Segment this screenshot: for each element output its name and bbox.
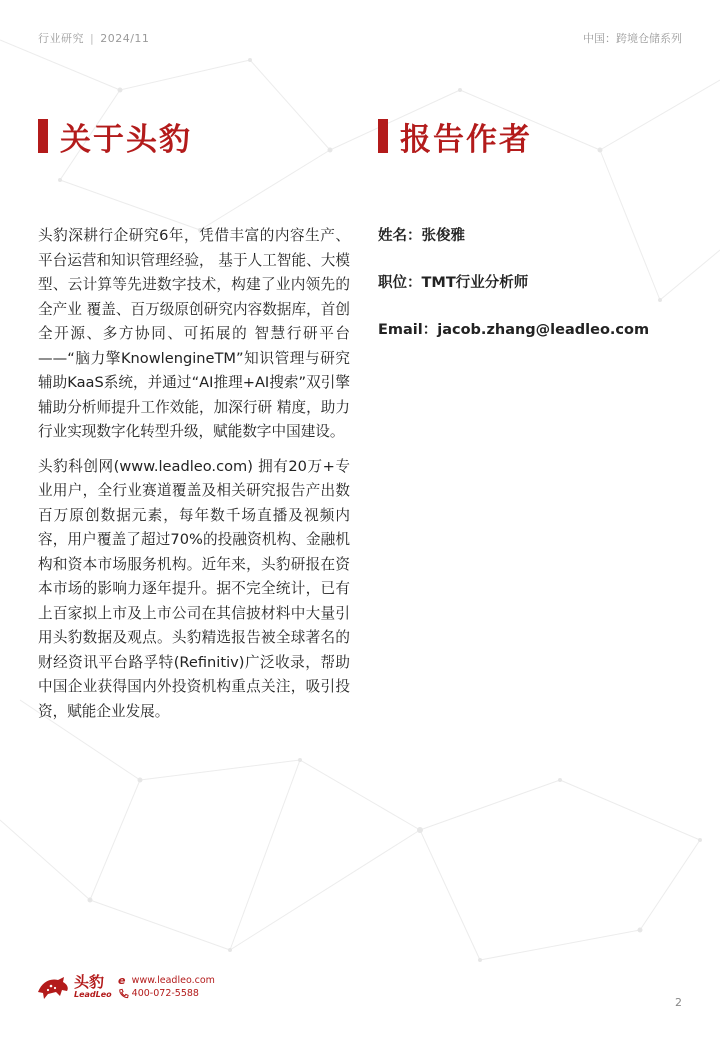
author-name: 姓名：张俊雅	[378, 228, 465, 244]
about-paragraph-1: 头豹深耕行企研究6年，凭借丰富的内容生产、平台运营和知识管理经验， 基于人工智能、大模型、云计算等先进数字技术，构建了业内领先的全产业 覆盖、百万级原创研究内容数据库，首创全开源、多方协同、可拓展的 智慧行研平台——“脑力擎KnowlengineTM”知识管理与研究辅助KaaS系统，并通过“AI推理+AI搜索”双引擎辅助分析师提升工作效能，加深行研 精度，助力行业实现数字化转型升级，赋能数字中国建设。	[38, 227, 350, 440]
author-email[interactable]: Email：jacob.zhang@leadleo.com	[378, 322, 650, 338]
svg-text:e: e	[117, 975, 126, 986]
about-paragraph-2: 头豹科创网(www.leadleo.com) 拥有20万+专业用户，全行业赛道覆盖及相关研究报告产出数百万原创数据元素，每年数千场直播及视频内容，用户覆盖了超过70%的投融资机构、金融机构和资本市场服务机构。近年来，头豹研报在资本市场的影响力逐年提升。据不完全统计，已有上百家拟上市及上市公司在其信披材料中大量引用头豹数据及观点。头豹精选报告被全球著名的财经资讯平台路孚特(Refinitiv)广泛收录，帮助中国企业获得国内外投资机构重点关注，吸引投资，赋能企业发展。	[38, 457, 350, 720]
title-accent-bar	[38, 119, 48, 153]
title-accent-bar	[378, 119, 388, 153]
author-title-text: 报告作者	[400, 121, 532, 158]
author-section-title	[378, 116, 532, 156]
about-section-title	[38, 116, 192, 156]
footer-contact	[118, 974, 215, 1000]
author-position: 职位：TMT行业分析师	[378, 275, 529, 291]
brand-name	[74, 974, 112, 1000]
footer-brand	[36, 974, 215, 1000]
about-body	[38, 224, 350, 734]
website-row[interactable]	[118, 974, 215, 987]
header-separator: |	[90, 32, 95, 45]
phone-row	[118, 987, 215, 1000]
web-e-icon	[118, 975, 129, 986]
author-info	[378, 224, 698, 365]
brand-name-en: LeadLeo	[74, 990, 112, 999]
header-series: 中国：跨境仓储系列	[583, 32, 682, 45]
phone-number: 400-072-5588	[131, 988, 199, 999]
about-title-text: 关于头豹	[60, 121, 192, 158]
leopard-logo-icon	[36, 974, 70, 1000]
header-meta	[38, 30, 149, 46]
phone-icon	[118, 988, 129, 999]
brand-name-cn: 头豹	[74, 973, 105, 991]
page-number: 2	[675, 996, 682, 1009]
website-link[interactable]: www.leadleo.com	[131, 975, 215, 986]
header-date: 2024/11	[100, 32, 150, 45]
header-category: 行业研究	[38, 32, 84, 45]
